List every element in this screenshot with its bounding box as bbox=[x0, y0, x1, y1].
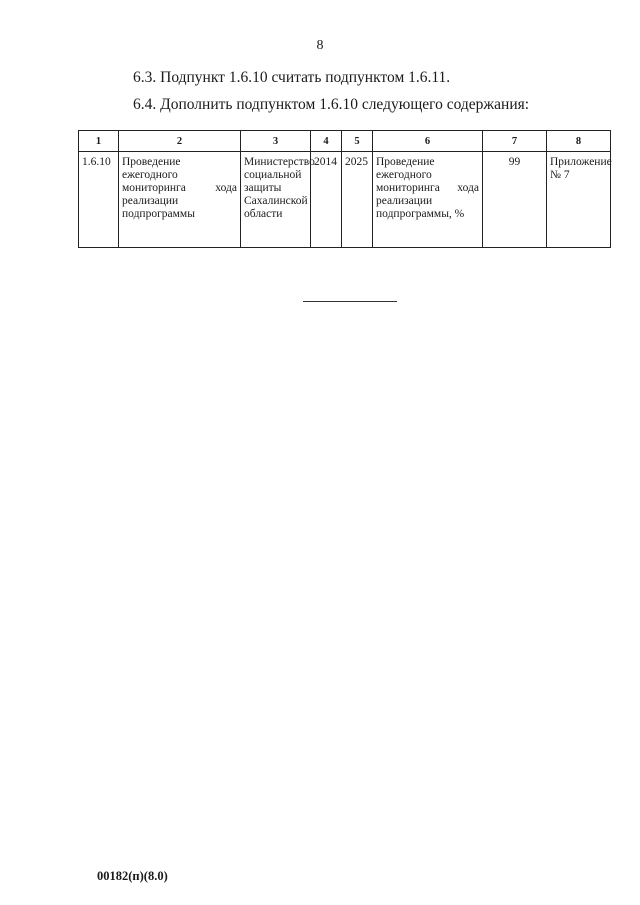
table-header-cell: 7 bbox=[483, 131, 547, 152]
paragraph-6-4: 6.4. Дополнить подпунктом 1.6.10 следующего содержания: bbox=[133, 96, 530, 113]
cell-indicator: Проведение ежегодного мониторинга хода реализации подпрограммы, % bbox=[373, 152, 483, 248]
table-header-cell: 4 bbox=[311, 131, 342, 152]
table-header-cell: 5 bbox=[342, 131, 373, 152]
end-divider-line bbox=[303, 301, 397, 302]
cell-appendix: Приложение № 7 bbox=[547, 152, 611, 248]
document-code: 00182(п)(8.0) bbox=[97, 869, 168, 883]
table-header-cell: 2 bbox=[119, 131, 241, 152]
page-number: 8 bbox=[316, 38, 324, 53]
paragraph-6-3: 6.3. Подпункт 1.6.10 считать подпунктом 1.6.11. bbox=[133, 69, 451, 86]
cell-end-year: 2025 bbox=[342, 152, 373, 248]
table-header-cell: 1 bbox=[79, 131, 119, 152]
cell-executor: Министерство социальной защиты Сахалинской области bbox=[241, 152, 311, 248]
cell-start-year: 2014 bbox=[311, 152, 342, 248]
cell-number: 1.6.10 bbox=[79, 152, 119, 248]
table-header-cell: 3 bbox=[241, 131, 311, 152]
table-header-cell: 6 bbox=[373, 131, 483, 152]
table-header-row bbox=[79, 131, 611, 152]
table-row bbox=[79, 152, 611, 248]
cell-activity: Проведение ежегодного мониторинга хода реализации подпрограммы bbox=[119, 152, 241, 248]
cell-value: 99 bbox=[483, 152, 547, 248]
subpoint-table bbox=[78, 130, 611, 248]
table-header-cell: 8 bbox=[547, 131, 611, 152]
